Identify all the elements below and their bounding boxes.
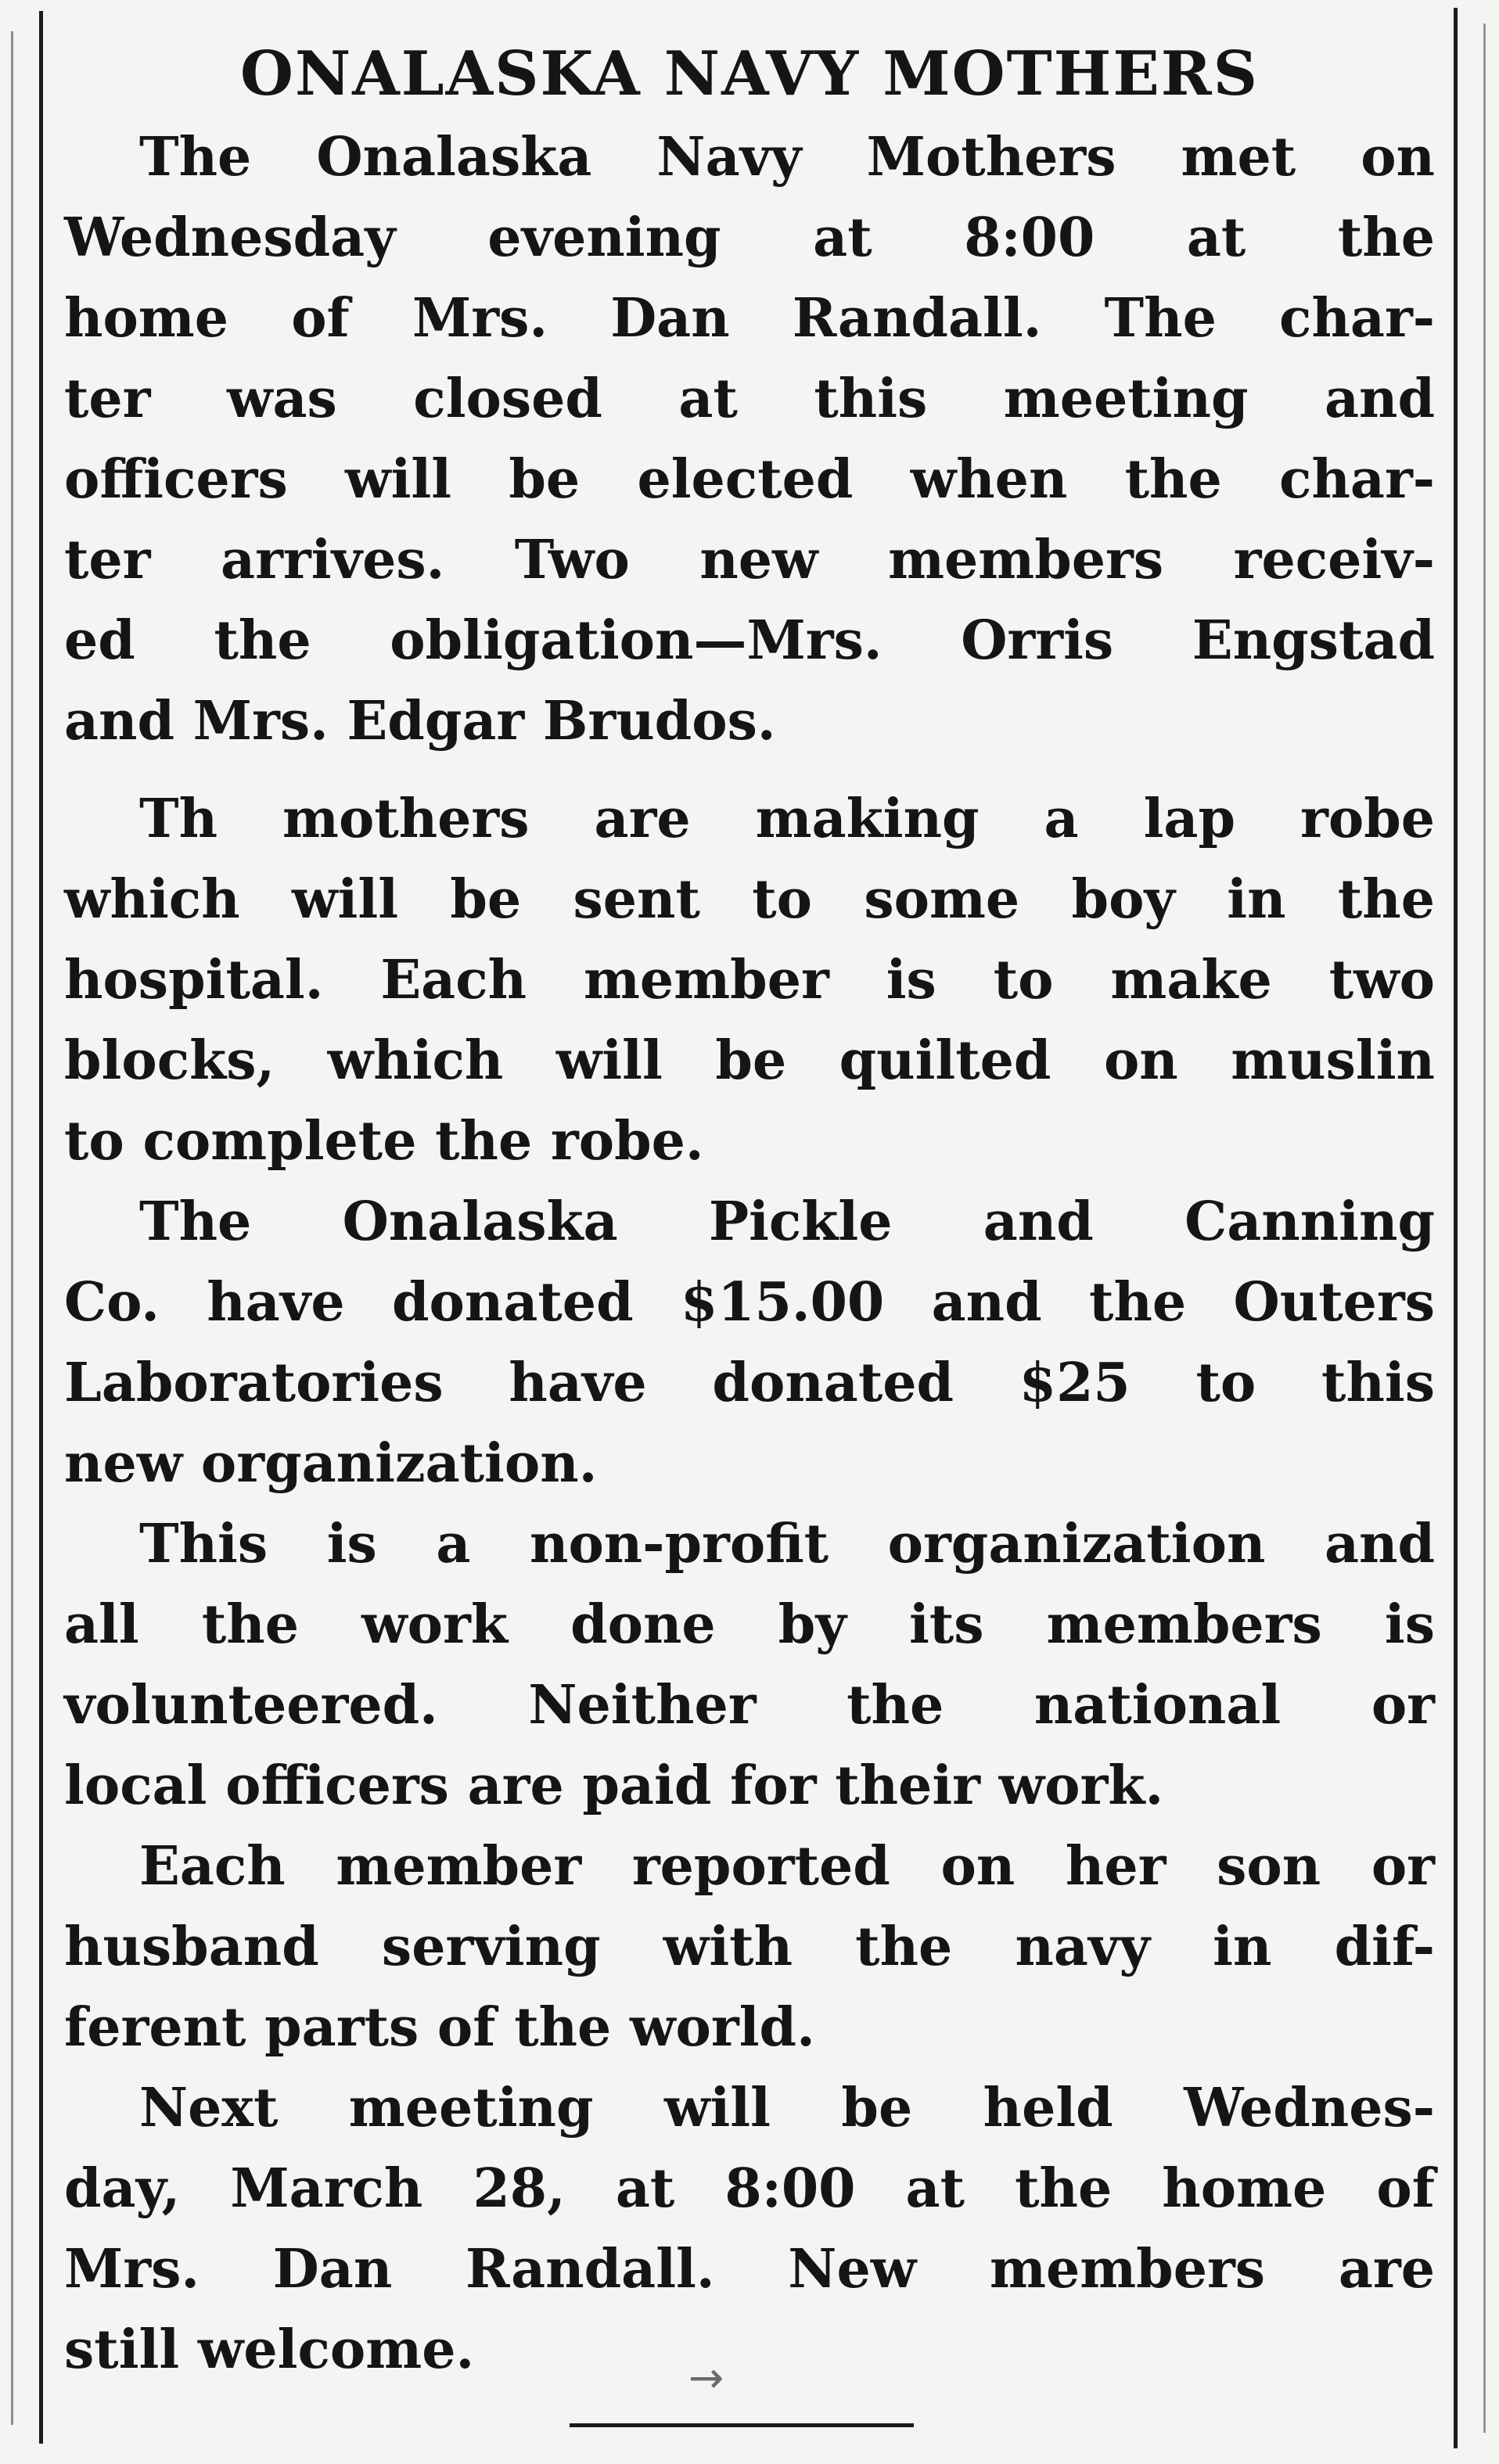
paragraph-non-profit xyxy=(64,1504,1435,1826)
text-line: Wednesday evening at 8:00 at the xyxy=(64,207,1435,269)
text-line: Laboratories have donated $25 to this xyxy=(64,1352,1435,1414)
paragraph-gap xyxy=(64,762,1435,779)
paragraph-lap-robe xyxy=(64,779,1435,1182)
left-column-rule xyxy=(39,11,43,2444)
text-line: This is a non-profit organization and xyxy=(139,1513,1435,1575)
text-line: The Onalaska Navy Mothers met on xyxy=(139,126,1435,189)
paragraph-next-meeting xyxy=(64,2068,1435,2390)
text-line: Co. have donated $15.00 and the Outers xyxy=(64,1271,1435,1334)
text-line: ter arrives. Two new members receiv- xyxy=(64,529,1435,591)
text-line: Mrs. Dan Randall. New members are xyxy=(64,2238,1435,2301)
text-line: new organization. xyxy=(64,1432,598,1495)
text-line: ferent parts of the world. xyxy=(64,1996,815,2059)
right-column-rule xyxy=(1454,8,1458,2448)
end-arrow-icon: → xyxy=(688,2353,724,2402)
text-line: officers will be elected when the char- xyxy=(64,448,1435,511)
text-line: day, March 28, at 8:00 at the home of xyxy=(64,2157,1435,2220)
text-line: Th mothers are making a lap robe xyxy=(139,788,1435,850)
text-line: hospital. Each member is to make two xyxy=(64,949,1435,1011)
text-line: Each member reported on her son or xyxy=(139,1835,1435,1898)
paragraph-donations xyxy=(64,1182,1435,1504)
text-line: The Onalaska Pickle and Canning xyxy=(139,1191,1435,1253)
text-line: still welcome. xyxy=(64,2319,475,2381)
text-line: all the work done by its members is xyxy=(64,1593,1435,1656)
text-line: husband serving with the navy in dif- xyxy=(64,1916,1435,1978)
text-line: to complete the robe. xyxy=(64,1110,704,1173)
text-line: blocks, which will be quilted on muslin xyxy=(64,1029,1435,1092)
end-of-article-rule xyxy=(570,2423,914,2427)
text-line: home of Mrs. Dan Randall. The char- xyxy=(64,287,1435,350)
text-line: volunteered. Neither the national or xyxy=(64,1674,1435,1737)
paragraph-member-reports xyxy=(64,1826,1435,2068)
left-outer-column-rule xyxy=(11,31,13,2425)
text-line: and Mrs. Edgar Brudos. xyxy=(64,690,776,752)
right-outer-column-rule xyxy=(1483,23,1486,2433)
text-line: which will be sent to some boy in the xyxy=(64,868,1435,931)
text-line: ed the obligation—Mrs. Orris Engstad xyxy=(64,609,1435,672)
text-line: local officers are paid for their work. xyxy=(64,1755,1164,1817)
text-line: ter was closed at this meeting and xyxy=(64,368,1435,430)
text-line: Next meeting will be held Wednes- xyxy=(139,2077,1435,2139)
article-headline: ONALASKA NAVY MOTHERS xyxy=(240,38,1259,110)
article-column xyxy=(64,31,1435,2390)
paragraph-meeting xyxy=(64,117,1435,762)
